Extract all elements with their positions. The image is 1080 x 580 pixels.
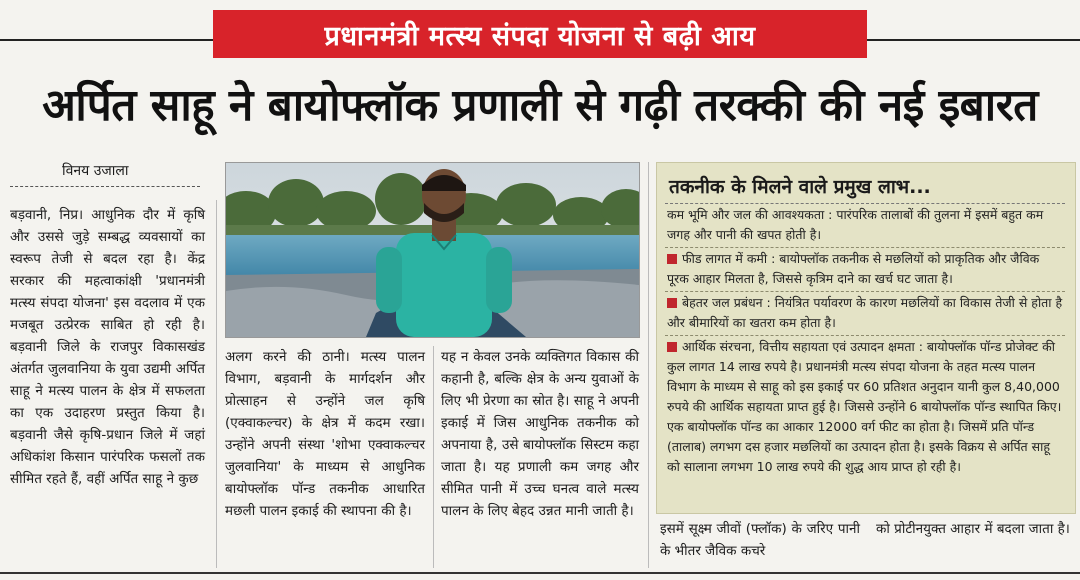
- article-column-1: [10, 204, 205, 490]
- benefit-text: फीड लागत में कमी : बायोफ्लॉक तकनीक से मछलियों को प्राकृतिक और जैविक पूरक आहार मिलता है, जिससे कृत्रिम दाने का खर्च घट जाता है।: [667, 251, 1040, 286]
- byline-divider: [10, 186, 200, 187]
- benefit-text: बेहतर जल प्रबंधन : नियंत्रित पर्यावरण के कारण मछलियों का विकास तेजी से होता है और बीमारियों का खतरा कम होता है।: [667, 295, 1063, 330]
- headline: अर्पित साहू ने बायोफ्लॉक प्रणाली से गढ़ी तरक्की की नई इबारत: [42, 80, 1038, 131]
- benefit-item: [667, 249, 1065, 289]
- item-divider: [665, 335, 1065, 336]
- benefits-box: [656, 162, 1076, 514]
- column-divider: [648, 162, 649, 568]
- benefit-item: [667, 337, 1065, 477]
- photo-fish-farm-man: [226, 163, 639, 337]
- square-bullet-icon: [667, 342, 677, 352]
- column-3-text: यह न केवल उनके व्यक्तिगत विकास की कहानी है, बल्कि क्षेत्र के अन्य युवाओं के लिए भी प्रेरणा का स्रोत है। साहू ने अपनी इकाई में जिस आधुनिक तकनीक को अपनाया है, उसे बायोफ्लॉक सिस्टम कहा जाता है। यह प्रणाली कम जगह और सीमित पानी में उच्च घनत्व वाले मत्स्य पालन के लिए बेहद उन्नत मानी जाती है।: [441, 349, 639, 519]
- article-column-4: [660, 518, 860, 562]
- article-column-2: [225, 346, 425, 522]
- byline: [10, 161, 200, 180]
- kicker-text: प्रधानमंत्री मत्स्य संपदा योजना से बढ़ी आय: [324, 20, 756, 52]
- kicker-banner: [213, 10, 867, 58]
- benefit-item: [667, 293, 1065, 333]
- column-4-text: इसमें सूक्ष्म जीवों (फ्लॉक) के जरिए पानी के भीतर जैविक कचरे: [660, 521, 860, 559]
- byline-author: विनय उजाला: [62, 163, 129, 179]
- benefits-title-divider: [665, 203, 1065, 204]
- column-5-text: को प्रोटीनयुक्त आहार में बदला जाता है।: [876, 521, 1070, 537]
- article-column-5: [876, 518, 1074, 540]
- column-2-text: अलग करने की ठानी। मत्स्य पालन विभाग, बड़वानी के मार्गदर्शन और प्रोत्साहन से उन्होंने जल कृषि (एक्वाकल्चर) के क्षेत्र में कदम रखा। उन्होंने अपनी संस्था 'शोभा एक्वाकल्चर जुलवानिया' के माध्यम से आधुनिक बायोफ्लॉक पॉन्ड तकनीक आधारित मछली पालन इकाई की स्थापना की है।: [225, 349, 425, 519]
- column-divider: [216, 200, 217, 568]
- benefit-item: [667, 205, 1065, 245]
- item-divider: [665, 291, 1065, 292]
- article-photo: [225, 162, 640, 338]
- item-divider: [665, 247, 1065, 248]
- column-divider: [433, 346, 434, 568]
- square-bullet-icon: [667, 298, 677, 308]
- benefit-text: कम भूमि और जल की आवश्यकता : पारंपरिक तालाबों की तुलना में इसमें बहुत कम जगह और पानी की खपत होती है।: [667, 207, 1044, 242]
- bottom-rule: [0, 572, 1080, 574]
- benefit-text: आर्थिक संरचना, वित्तीय सहायता एवं उत्पादन क्षमता : बायोफ्लॉक पॉन्ड प्रोजेक्ट की कुल लागत 14 लाख रुपये है। प्रधानमंत्री मत्स्य संपदा योजना के तहत मत्स्य पालन विभाग के माध्यम से साहू को इस इकाई पर 60 प्रतिशत अनुदान यानी कुल 8,40,000 रुपये की आर्थिक सहायता प्राप्त हुई है। जिससे उन्होंने 6 बायोफ्लॉक पॉन्ड स्थापित किए। एक बायोफ्लॉक पॉन्ड का आकार 12000 वर्ग फीट का होता है। जिसमें प्रति पॉन्ड (तालाब) लगभग दस हजार मछलियों का उत्पादन होता है। इसके विक्रय से अर्पित साहू को सालाना लगभग 10 लाख रुपये की शुद्ध आय प्राप्त हो रही है।: [667, 339, 1062, 474]
- column-1-text: बड़वानी, निप्र। आधुनिक दौर में कृषि और उससे जुड़े सम्बद्ध व्यवसायों का स्वरूप तेजी से बदल रहा है। केंद्र सरकार की महत्वाकांक्षी 'प्रधानमंत्री मत्स्य संपदा योजना' इस वदलाव में एक मजबूत उत्प्रेरक साबित हो रही है। बड़वानी जिले के राजपुर विकासखंड अंतर्गत जुलवानिया के युवा उद्यमी अर्पित साहू ने मत्स्य पालन के क्षेत्र में सफलता का एक उदाहरण प्रस्तुत किया है। बड़वानी जैसे कृषि-प्रधान जिले में जहां अधिकांश किसान पारंपरिक फसलों तक सीमित रहते हैं, वहीं अर्पित साहू ने कुछ: [10, 207, 205, 487]
- article-column-3: [441, 346, 639, 522]
- benefits-title: तकनीक के मिलने वाले प्रमुख लाभ...: [669, 176, 931, 198]
- square-bullet-icon: [667, 254, 677, 264]
